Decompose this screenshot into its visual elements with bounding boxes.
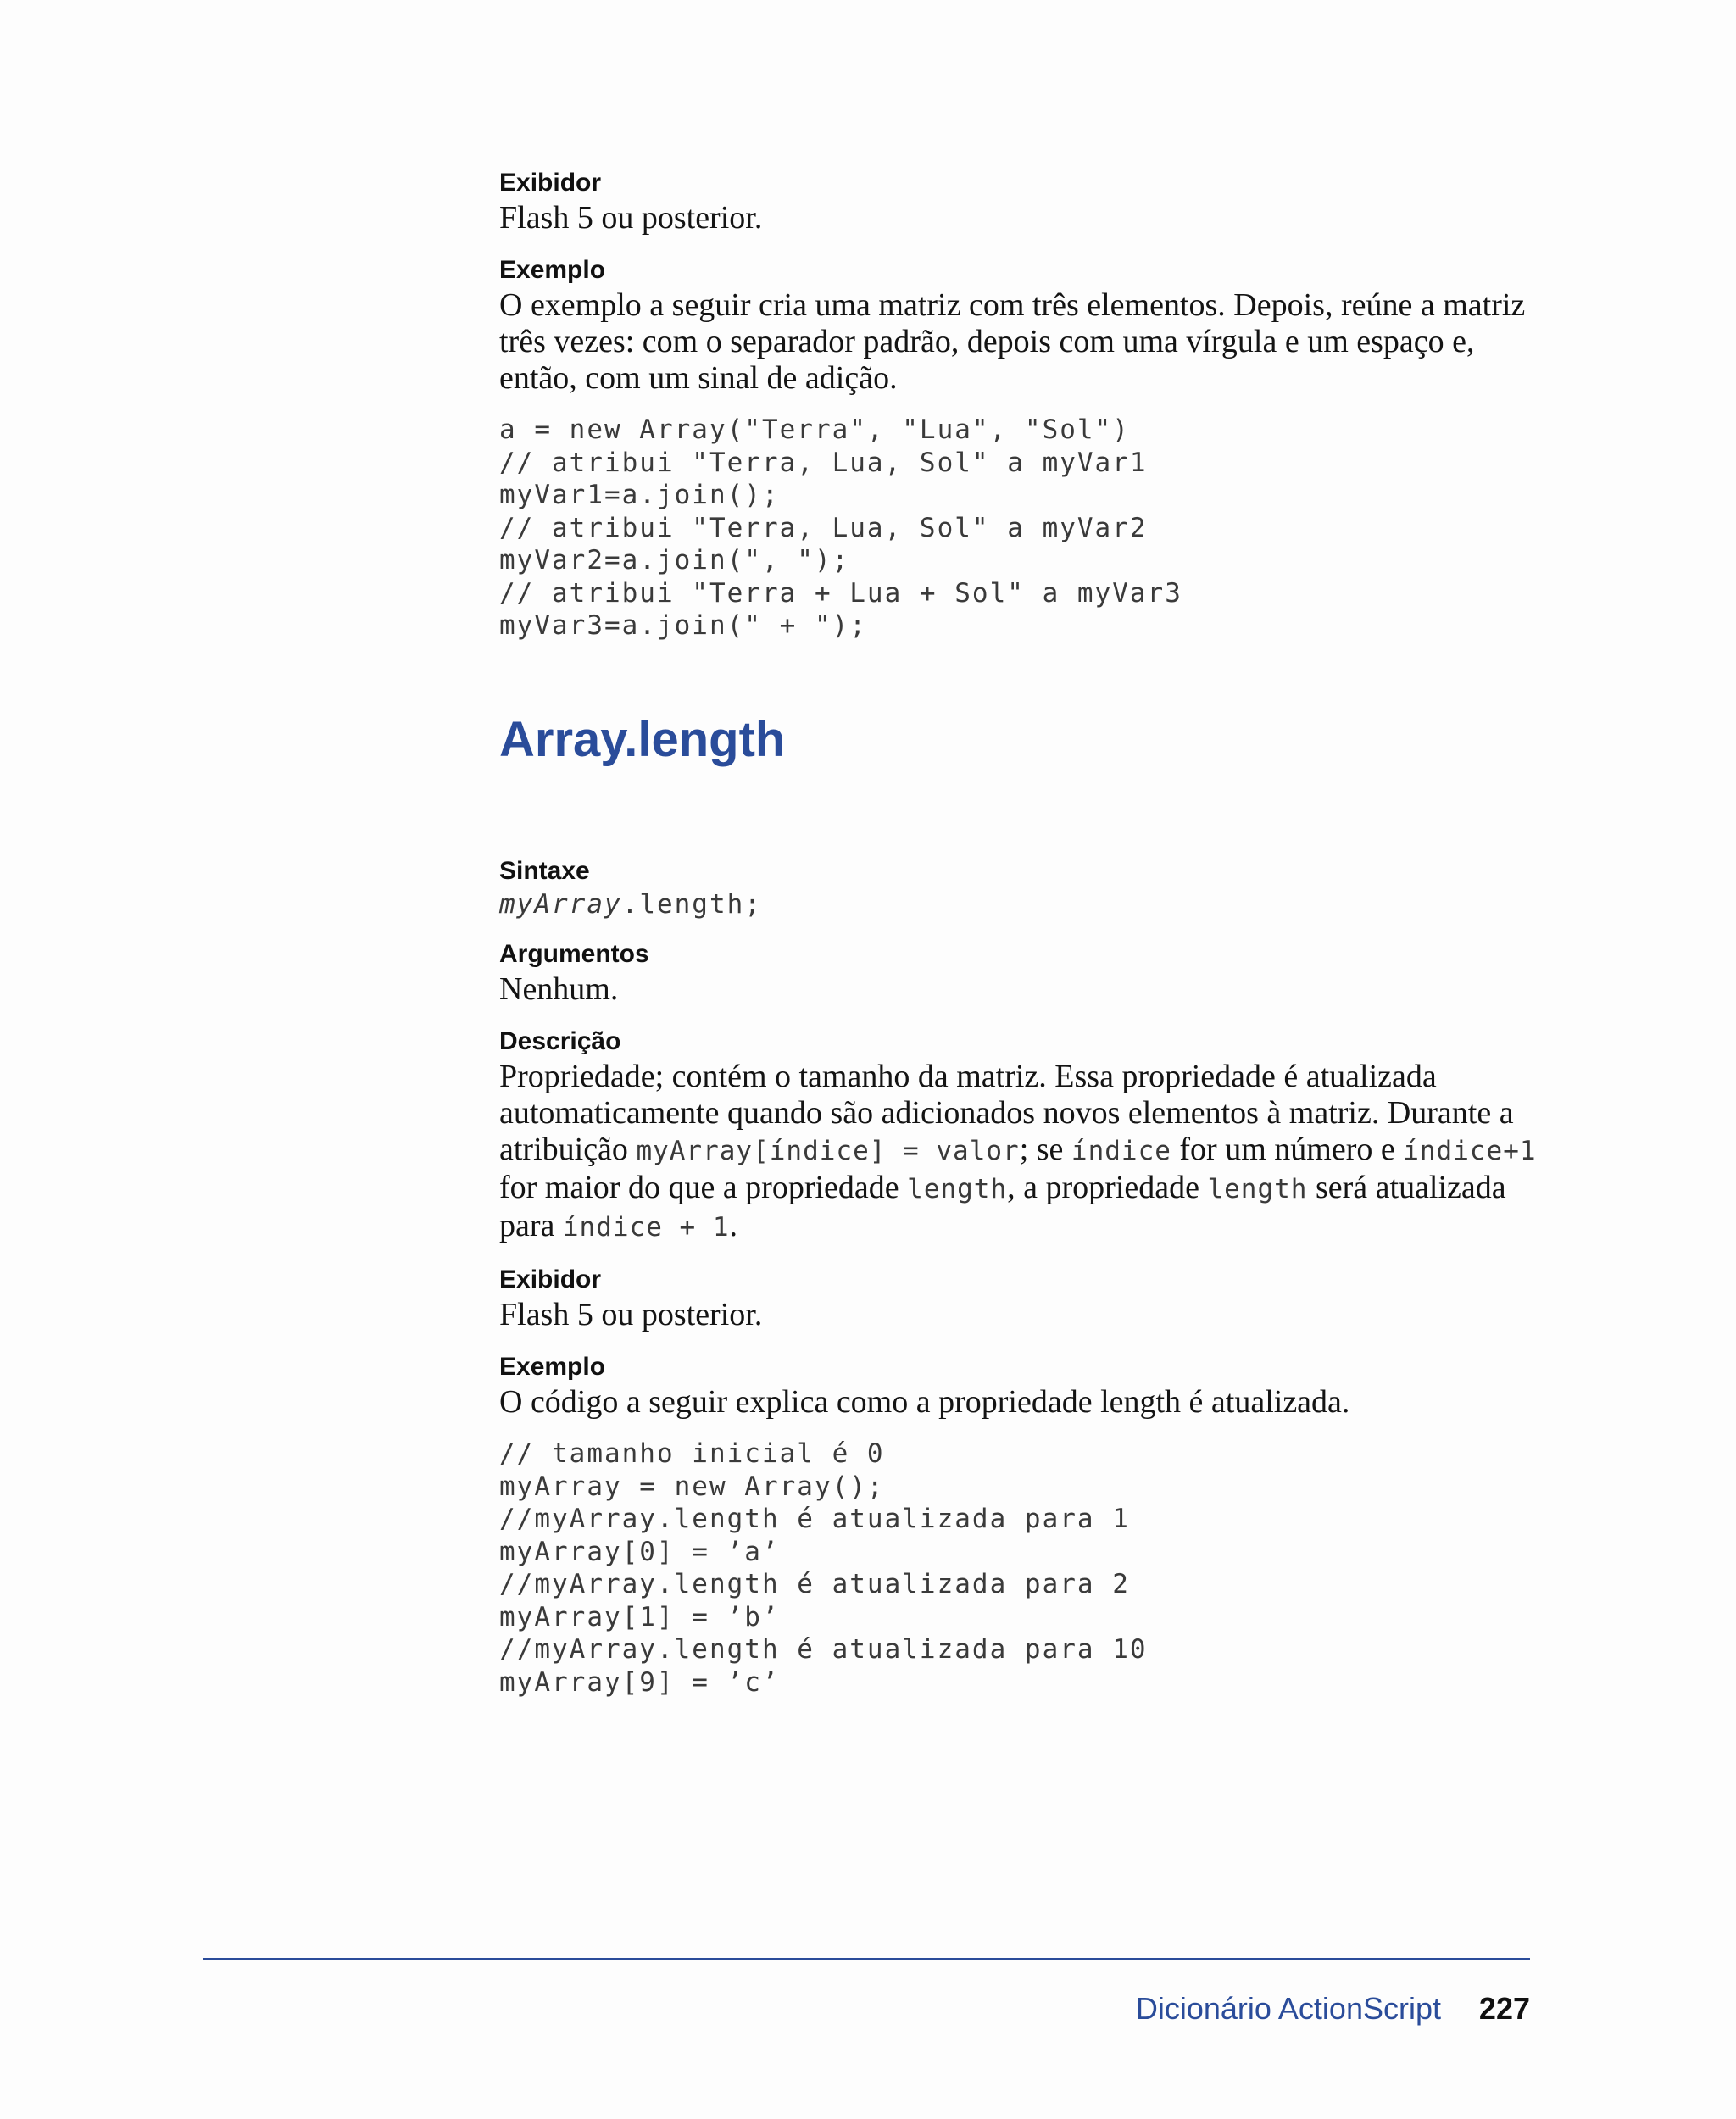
code-line: myArray = new Array(); xyxy=(499,1471,885,1502)
description-text xyxy=(499,1059,1542,1246)
footer-title: Dicionário ActionScript xyxy=(1135,1991,1441,2026)
description-segment: . xyxy=(729,1208,738,1243)
description-segment: Propriedade; contém o tamanho da matriz. Essa propriedade é atualizada automaticamente quando são adicionados novos elementos à matriz. Durante a atribuição xyxy=(499,1059,1514,1167)
code-line: //myArray.length é atualizada para 1 xyxy=(499,1504,1130,1534)
code-line: myArray[0] = ’a’ xyxy=(499,1536,780,1567)
description-segment: for maior do que a propriedade xyxy=(499,1170,908,1205)
arguments-label: Argumentos xyxy=(499,940,649,968)
code-line: // atribui "Terra + Lua + Sol" a myVar3 xyxy=(499,577,1182,609)
inline-code: índice xyxy=(1071,1136,1171,1166)
inline-code: myArray[índice] = valor xyxy=(636,1136,1020,1166)
description-segment: , a propriedade xyxy=(1007,1170,1208,1205)
inline-code: índice+1 xyxy=(1403,1136,1537,1166)
code-line: // atribui "Terra, Lua, Sol" a myVar2 xyxy=(499,512,1148,543)
syntax-code xyxy=(499,888,1542,921)
example-label: Exemplo xyxy=(499,1353,606,1381)
player-label: Exibidor xyxy=(499,169,602,197)
footer-rule xyxy=(203,1958,1530,1960)
entry-heading: Array.length xyxy=(499,711,786,767)
example-text: O exemplo a seguir cria uma matriz com três elementos. Depois, reúne a matriz três vezes: com o separador padrão, depois com uma vírgula e um espaço e, então, com um sinal de adição. xyxy=(499,287,1526,396)
description-label: Descrição xyxy=(499,1027,621,1055)
syntax-member: .length; xyxy=(621,888,762,920)
page-content xyxy=(499,166,1542,1699)
code-line: //myArray.length é atualizada para 10 xyxy=(499,1634,1148,1665)
arguments-text: Nenhum. xyxy=(499,971,619,1007)
code-line: a = new Array("Terra", "Lua", "Sol") xyxy=(499,414,1130,445)
player-label: Exibidor xyxy=(499,1265,602,1293)
example-label: Exemplo xyxy=(499,256,606,284)
player-text: Flash 5 ou posterior. xyxy=(499,1297,763,1332)
code-block-length xyxy=(499,1438,1542,1699)
page-number: 227 xyxy=(1478,1991,1530,2026)
code-line: //myArray.length é atualizada para 2 xyxy=(499,1569,1130,1599)
description-segment: ; se xyxy=(1019,1132,1071,1167)
player-text: Flash 5 ou posterior. xyxy=(499,200,763,236)
inline-code: índice + 1 xyxy=(562,1212,730,1243)
code-line: // atribui "Terra, Lua, Sol" a myVar1 xyxy=(499,447,1148,478)
code-line: myArray[9] = ’c’ xyxy=(499,1666,780,1698)
syntax-label: Sintaxe xyxy=(499,856,590,885)
code-line: myArray[1] = ’b’ xyxy=(499,1601,780,1632)
code-line: myVar1=a.join(); xyxy=(499,480,780,510)
syntax-object: myArray xyxy=(499,888,622,920)
code-line: // tamanho inicial é 0 xyxy=(499,1438,885,1469)
code-line: myVar3=a.join(" + "); xyxy=(499,610,867,641)
code-block-join xyxy=(499,414,1542,642)
example-text: O código a seguir explica como a propriedade length é atualizada. xyxy=(499,1384,1350,1420)
description-segment: será atualizada para xyxy=(499,1170,1506,1243)
inline-code: length xyxy=(907,1174,1008,1204)
inline-code: length xyxy=(1207,1174,1308,1204)
code-line: myVar2=a.join(", "); xyxy=(499,545,850,576)
description-segment: for um número e xyxy=(1171,1132,1404,1167)
